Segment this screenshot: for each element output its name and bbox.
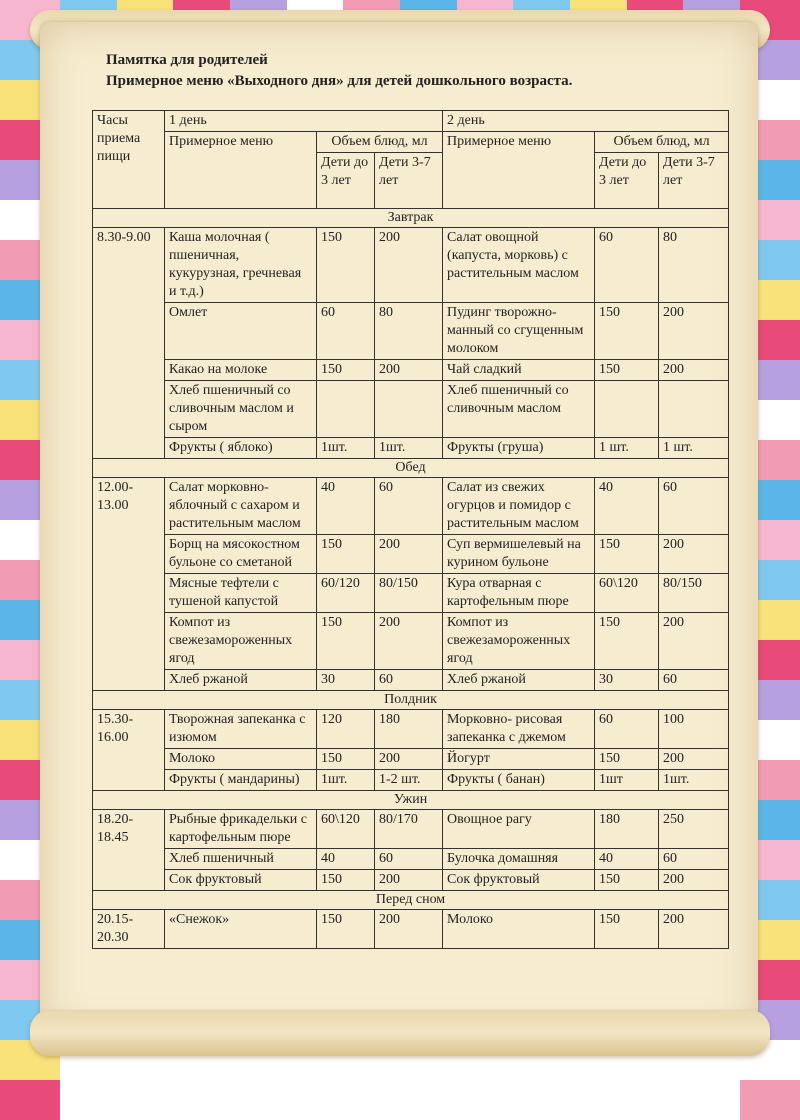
meal-section-row <box>93 209 729 228</box>
day1-volume-kids-3-7: 200 <box>375 910 443 949</box>
day2-volume-kids-3: 150 <box>595 749 659 770</box>
day2-volume-kids-3: 1шт <box>595 770 659 791</box>
day2-dish: Морковно- рисовая запеканка с джемом <box>443 710 595 749</box>
day1-volume-kids-3: 150 <box>317 535 375 574</box>
day2-volume-kids-3-7: 100 <box>659 710 729 749</box>
day1-dish: Борщ на мясокостном бульоне со сметаной <box>165 535 317 574</box>
day1-dish: Компот из свежезамороженных ягод <box>165 613 317 670</box>
day2-volume-kids-3-7: 80/150 <box>659 574 729 613</box>
day2-dish: Сок фруктовый <box>443 870 595 891</box>
day2-volume-header: Объем блюд, мл <box>595 132 729 153</box>
day1-kids-3-7-header: Дети 3-7 лет <box>375 153 443 209</box>
day1-volume-kids-3: 40 <box>317 849 375 870</box>
header-row-1 <box>93 111 729 132</box>
menu-row <box>93 710 729 749</box>
day2-volume-kids-3-7: 1 шт. <box>659 438 729 459</box>
day1-volume-kids-3: 150 <box>317 870 375 891</box>
day2-volume-kids-3-7: 200 <box>659 613 729 670</box>
day2-dish: Кура отварная с картофельным пюре <box>443 574 595 613</box>
day2-volume-kids-3-7: 200 <box>659 535 729 574</box>
day1-volume-kids-3: 60/120 <box>317 574 375 613</box>
day1-dish: Какао на молоке <box>165 360 317 381</box>
day2-volume-kids-3: 40 <box>595 849 659 870</box>
day1-volume-kids-3: 60 <box>317 303 375 360</box>
day2-volume-kids-3: 150 <box>595 870 659 891</box>
decorative-stripe <box>740 1080 800 1120</box>
day2-volume-kids-3-7: 200 <box>659 360 729 381</box>
day1-volume-kids-3-7: 80 <box>375 303 443 360</box>
day2-dish: Хлеб ржаной <box>443 670 595 691</box>
day2-volume-kids-3-7: 1шт. <box>659 770 729 791</box>
menu-row <box>93 228 729 303</box>
day1-volume-header: Объем блюд, мл <box>317 132 443 153</box>
meal-section-row <box>93 891 729 910</box>
day2-dish: Овощное рагу <box>443 810 595 849</box>
day1-volume-kids-3: 1шт. <box>317 770 375 791</box>
menu-row <box>93 670 729 691</box>
day1-dish: Хлеб пшеничный <box>165 849 317 870</box>
day2-menu-header: Примерное меню <box>443 132 595 209</box>
day2-volume-kids-3: 180 <box>595 810 659 849</box>
day1-dish: Творожная запеканка с изюмом <box>165 710 317 749</box>
day1-volume-kids-3-7 <box>375 381 443 438</box>
meal-section-row <box>93 691 729 710</box>
menu-table <box>92 110 729 949</box>
day2-volume-kids-3 <box>595 381 659 438</box>
day1-dish: Рыбные фрикадельки с картофельным пюре <box>165 810 317 849</box>
day1-dish: Салат морковно-яблочный с сахаром и растительным маслом <box>165 478 317 535</box>
day1-dish: Каша молочная ( пшеничная, кукурузная, гречневая и т.д.) <box>165 228 317 303</box>
day1-dish: Мясные тефтели с тушеной капустой <box>165 574 317 613</box>
day1-volume-kids-3 <box>317 381 375 438</box>
menu-title: Примерное меню «Выходного дня» для детей дошкольного возраста. <box>106 73 573 89</box>
day2-volume-kids-3: 60 <box>595 710 659 749</box>
title-block <box>106 52 726 90</box>
menu-row <box>93 870 729 891</box>
menu-row <box>93 438 729 459</box>
day1-dish: Молоко <box>165 749 317 770</box>
meal-section-row <box>93 459 729 478</box>
day2-volume-kids-3-7: 200 <box>659 303 729 360</box>
day2-dish: Йогурт <box>443 749 595 770</box>
day1-volume-kids-3-7: 200 <box>375 749 443 770</box>
menu-row <box>93 810 729 849</box>
meal-section-title: Перед сном <box>93 891 729 910</box>
day1-volume-kids-3: 40 <box>317 478 375 535</box>
day2-volume-kids-3-7: 250 <box>659 810 729 849</box>
day1-volume-kids-3-7: 60 <box>375 478 443 535</box>
day2-header: 2 день <box>443 111 729 132</box>
meal-section-title: Полдник <box>93 691 729 710</box>
day1-volume-kids-3: 60\120 <box>317 810 375 849</box>
day2-dish: Фрукты ( банан) <box>443 770 595 791</box>
menu-row <box>93 381 729 438</box>
meal-section-title: Завтрак <box>93 209 729 228</box>
day2-volume-kids-3: 150 <box>595 613 659 670</box>
day2-volume-kids-3-7: 200 <box>659 910 729 949</box>
meal-section-title: Обед <box>93 459 729 478</box>
day1-volume-kids-3-7: 200 <box>375 613 443 670</box>
day2-volume-kids-3-7: 60 <box>659 478 729 535</box>
meal-time: 8.30-9.00 <box>93 228 165 459</box>
day1-volume-kids-3-7: 200 <box>375 228 443 303</box>
meal-section-row <box>93 791 729 810</box>
day1-volume-kids-3-7: 80/150 <box>375 574 443 613</box>
meal-time: 18.20-18.45 <box>93 810 165 891</box>
day1-volume-kids-3: 120 <box>317 710 375 749</box>
header-row-2 <box>93 132 729 153</box>
day2-dish: Пудинг творожно-манный со сгущенным молоком <box>443 303 595 360</box>
day2-dish: Компот из свежезамороженных ягод <box>443 613 595 670</box>
day2-volume-kids-3: 60 <box>595 228 659 303</box>
day2-dish: Булочка домашняя <box>443 849 595 870</box>
meal-time: 15.30-16.00 <box>93 710 165 791</box>
day2-volume-kids-3: 150 <box>595 360 659 381</box>
day2-dish: Суп вермишелевый на курином бульоне <box>443 535 595 574</box>
day1-kids-3-header: Дети до 3 лет <box>317 153 375 209</box>
menu-row <box>93 749 729 770</box>
day2-dish: Молоко <box>443 910 595 949</box>
day1-volume-kids-3-7: 60 <box>375 849 443 870</box>
day1-volume-kids-3: 150 <box>317 360 375 381</box>
day1-volume-kids-3: 30 <box>317 670 375 691</box>
menu-row <box>93 770 729 791</box>
day1-volume-kids-3: 150 <box>317 613 375 670</box>
day1-volume-kids-3: 150 <box>317 749 375 770</box>
day2-dish: Фрукты (груша) <box>443 438 595 459</box>
day2-kids-3-7-header: Дети 3-7 лет <box>659 153 729 209</box>
menu-row <box>93 910 729 949</box>
day1-dish: Сок фруктовый <box>165 870 317 891</box>
day1-volume-kids-3: 150 <box>317 228 375 303</box>
day2-volume-kids-3-7 <box>659 381 729 438</box>
day2-volume-kids-3: 60\120 <box>595 574 659 613</box>
scroll-curl-bottom <box>30 1010 770 1056</box>
day2-dish: Салат овощной (капуста, морковь) с растительным маслом <box>443 228 595 303</box>
day1-dish: Фрукты ( мандарины) <box>165 770 317 791</box>
day2-dish: Хлеб пшеничный со сливочным маслом <box>443 381 595 438</box>
day1-volume-kids-3-7: 200 <box>375 535 443 574</box>
meal-section-title: Ужин <box>93 791 729 810</box>
menu-row <box>93 535 729 574</box>
menu-row <box>93 478 729 535</box>
day1-dish: Хлеб пшеничный со сливочным маслом и сыром <box>165 381 317 438</box>
memo-title: Памятка для родителей <box>106 52 268 68</box>
day2-dish: Салат из свежих огурцов и помидор с растительным маслом <box>443 478 595 535</box>
day2-volume-kids-3-7: 60 <box>659 670 729 691</box>
day1-volume-kids-3-7: 1-2 шт. <box>375 770 443 791</box>
day1-volume-kids-3-7: 200 <box>375 870 443 891</box>
day1-menu-header: Примерное меню <box>165 132 317 209</box>
day1-volume-kids-3: 1шт. <box>317 438 375 459</box>
day2-volume-kids-3: 150 <box>595 535 659 574</box>
menu-row <box>93 303 729 360</box>
day1-dish: Омлет <box>165 303 317 360</box>
day2-kids-3-header: Дети до 3 лет <box>595 153 659 209</box>
day2-volume-kids-3-7: 200 <box>659 749 729 770</box>
day1-volume-kids-3-7: 200 <box>375 360 443 381</box>
decorative-stripe <box>0 1080 60 1120</box>
day1-volume-kids-3-7: 1шт. <box>375 438 443 459</box>
menu-row <box>93 849 729 870</box>
meal-time: 20.15-20.30 <box>93 910 165 949</box>
menu-row <box>93 360 729 381</box>
day1-volume-kids-3-7: 80/170 <box>375 810 443 849</box>
day1-dish: «Снежок» <box>165 910 317 949</box>
day1-volume-kids-3-7: 60 <box>375 670 443 691</box>
day2-volume-kids-3-7: 60 <box>659 849 729 870</box>
day1-dish: Фрукты ( яблоко) <box>165 438 317 459</box>
meal-time: 12.00-13.00 <box>93 478 165 691</box>
day2-volume-kids-3-7: 80 <box>659 228 729 303</box>
day2-volume-kids-3: 40 <box>595 478 659 535</box>
menu-row <box>93 613 729 670</box>
day1-volume-kids-3-7: 180 <box>375 710 443 749</box>
menu-row <box>93 574 729 613</box>
hours-header: Часы приема пищи <box>93 111 165 209</box>
day2-volume-kids-3: 1 шт. <box>595 438 659 459</box>
day1-volume-kids-3: 150 <box>317 910 375 949</box>
day1-header: 1 день <box>165 111 443 132</box>
day2-volume-kids-3: 150 <box>595 910 659 949</box>
day2-volume-kids-3: 30 <box>595 670 659 691</box>
day2-volume-kids-3-7: 200 <box>659 870 729 891</box>
day2-volume-kids-3: 150 <box>595 303 659 360</box>
day1-dish: Хлеб ржаной <box>165 670 317 691</box>
day2-dish: Чай сладкий <box>443 360 595 381</box>
